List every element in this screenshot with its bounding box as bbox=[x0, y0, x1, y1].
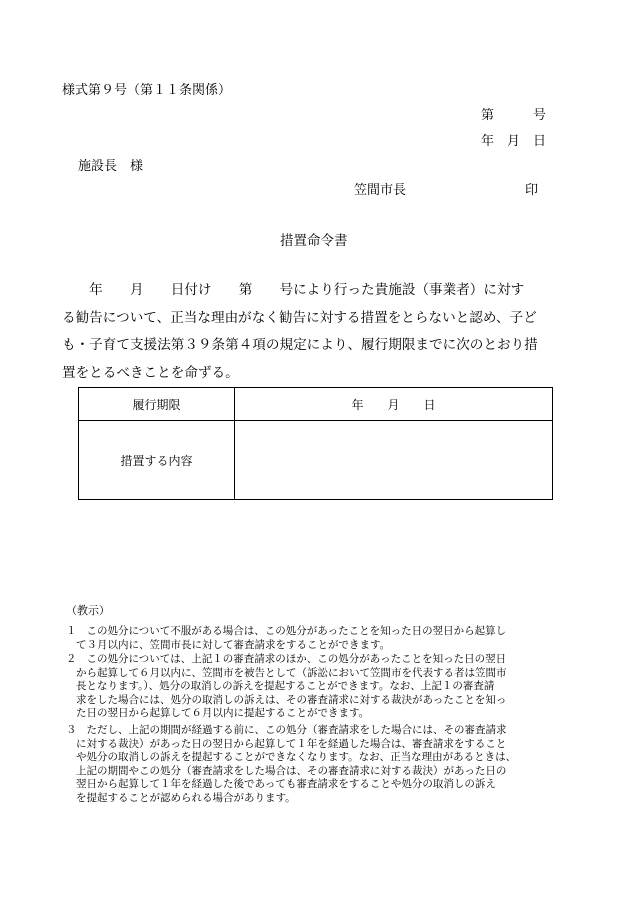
notice-line: た日の翌日から起算して６月以内に提起することができます。 bbox=[76, 707, 370, 719]
notice-item-3 bbox=[66, 724, 516, 805]
issue-date: 年 月 日 bbox=[481, 134, 547, 149]
notice-line: この処分について不服がある場合は、この処分があったことを知った日の翌日から起算し bbox=[76, 625, 507, 637]
notice-item-2 bbox=[66, 653, 507, 721]
deadline-label: 履行期限 bbox=[79, 388, 235, 421]
document-number: 第 号 bbox=[481, 108, 547, 123]
notice-line: ただし、上記の期間が経過する前に、この処分（審査請求をした場合には、その審査請求 bbox=[76, 724, 507, 736]
notice-line: から起算して６月以内に、笠間市を被告として（訴訟において笠間市を代表する者は笠間市 bbox=[76, 666, 507, 679]
notice-item-1 bbox=[66, 625, 506, 652]
form-number: 様式第９号（第１１条関係） bbox=[62, 83, 232, 98]
notice-line: 上記の期間やこの処分（審査請求をした場合は、その審査請求に対する裁決）があった日の bbox=[76, 764, 507, 777]
notice-line: 翌日から起算して１年を経過した後であっても審査請求をすることや処分の取消しの訴え bbox=[76, 778, 496, 790]
notice-item-number: ３ bbox=[66, 724, 77, 736]
measures-label: 措置する内容 bbox=[79, 421, 235, 500]
notice-line: 長となります。）、処分の取消しの訴えを提起することができます。なお、上記１の審査請 bbox=[76, 680, 495, 692]
notice-item-number: ２ bbox=[66, 653, 77, 665]
document-title: 措置命令書 bbox=[280, 233, 348, 249]
order-table bbox=[78, 387, 553, 500]
measures-value bbox=[235, 421, 553, 500]
deadline-row bbox=[79, 388, 553, 421]
notice-line: 求をした場合には、処分の取消しの訴えは、その審査請求に対する裁決があったことを知っ bbox=[76, 693, 507, 706]
measures-row bbox=[79, 421, 553, 500]
notice-item-number: １ bbox=[66, 625, 77, 637]
notice-line: て３月以内に、笠間市長に対して審査請求をすることができます。 bbox=[76, 638, 391, 651]
notice-line: この処分については、上記１の審査請求のほか、この処分があったことを知った日の翌日 bbox=[76, 653, 507, 665]
deadline-value: 年 月 日 bbox=[235, 388, 553, 421]
order-body bbox=[62, 277, 572, 387]
notice-line: に対する裁決）があった日の翌日から起算して１年を経過した場合は、審査請求をすること bbox=[76, 737, 507, 750]
body-line: 置をとるべきことを命ずる。 bbox=[62, 364, 239, 381]
notice-line: や処分の取消しの訴えを提起することができなくなります。なお、正当な理由があるときは、 bbox=[76, 751, 517, 763]
body-line: 年 月 日付け 第 号により行った貴施設（事業者）に対す bbox=[62, 282, 525, 298]
addressee: 施設長 様 bbox=[78, 159, 144, 174]
notice-line: を提起することが認められる場合があります。 bbox=[76, 791, 296, 804]
seal-mark: 印 bbox=[525, 183, 539, 198]
issuer-name: 笠間市長 bbox=[354, 183, 407, 198]
notice-heading: （教示） bbox=[66, 604, 110, 617]
body-line: も・子育て支援法第３９条第４項の規定により、履行期限までに次のとおり措 bbox=[62, 337, 538, 353]
body-line: る勧告について、正当な理由がなく勧告に対する措置をとらないと認め、子ど bbox=[62, 309, 537, 326]
